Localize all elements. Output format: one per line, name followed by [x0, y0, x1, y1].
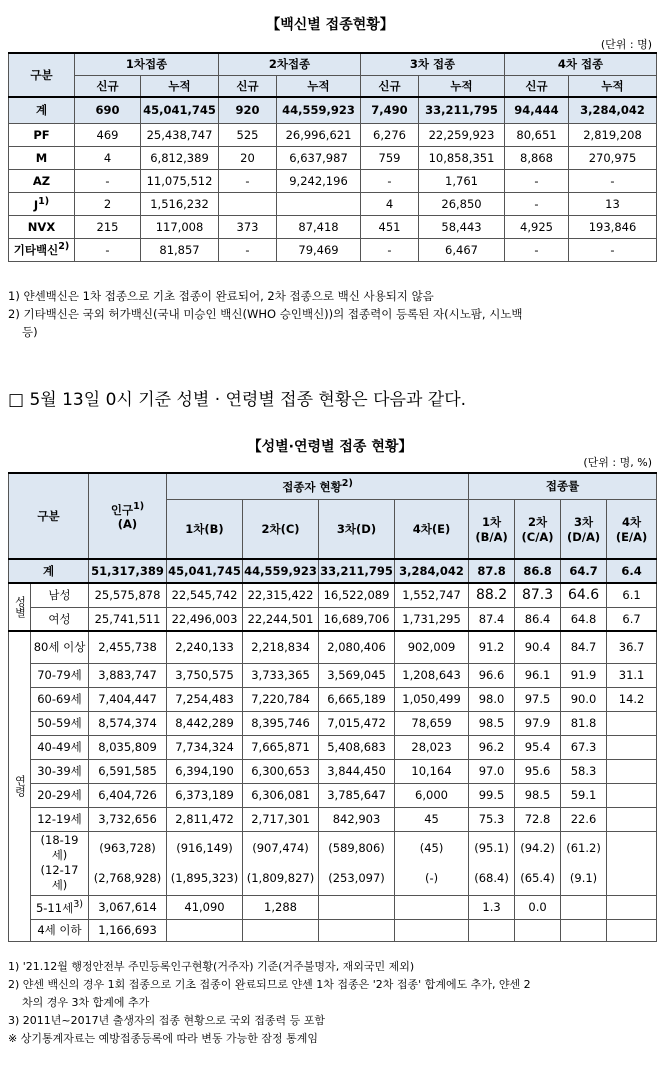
table-cell	[219, 192, 277, 215]
table-cell: 1,516,232	[141, 192, 219, 215]
table-cell: 44,559,923	[243, 559, 319, 583]
header-d2: 2차(C)	[243, 499, 319, 559]
table-cell: 25,575,878	[89, 583, 167, 607]
table-cell: 920	[219, 97, 277, 123]
table-cell	[319, 895, 395, 919]
table-cell: 6,276	[361, 123, 419, 146]
table-cell	[469, 919, 515, 941]
table-cell: 6,394,190	[167, 759, 243, 783]
table-cell: 6,591,585	[89, 759, 167, 783]
row-label: 60-69세	[31, 687, 89, 711]
header-cum: 누적	[419, 75, 505, 97]
table-cell: 22,496,003	[167, 607, 243, 631]
age-table-unit: (단위 : 명, %)	[583, 456, 652, 469]
table-cell: 469	[75, 123, 141, 146]
table-cell: 1,761	[419, 169, 505, 192]
table-cell: (963,728) (2,768,928)	[89, 831, 167, 895]
table-cell	[515, 919, 561, 941]
header-group: 구분	[9, 473, 89, 559]
header-new: 신규	[505, 75, 569, 97]
table-cell	[561, 919, 607, 941]
row-label: 30-39세	[31, 759, 89, 783]
table-cell: 94,444	[505, 97, 569, 123]
table-cell: (61.2) (9.1)	[561, 831, 607, 895]
table-cell: 0.0	[515, 895, 561, 919]
table-cell: -	[361, 169, 419, 192]
table-row	[9, 559, 657, 583]
note-line: ※ 상기통계자료는 예방접종등록에 따라 변동 가능한 잠정 통계임	[8, 1032, 318, 1045]
table-cell: 6,467	[419, 238, 505, 261]
table-cell	[561, 895, 607, 919]
age-table	[8, 472, 657, 942]
table-cell: 64.8	[561, 607, 607, 631]
table-cell: 1,731,295	[395, 607, 469, 631]
row-label: M	[9, 146, 75, 169]
table-cell: (95.1) (68.4)	[469, 831, 515, 895]
table-cell: (45) (-)	[395, 831, 469, 895]
table-cell: 75.3	[469, 807, 515, 831]
table-cell: -	[75, 169, 141, 192]
table-row	[9, 711, 657, 735]
table-cell: -	[569, 238, 657, 261]
table-cell: 6,665,189	[319, 687, 395, 711]
note-line: 1) '21.12월 행정안전부 주민등록인구현황(거주자) 기준(거주불명자, 재외국민 제외)	[8, 960, 415, 973]
table-cell: 2,240,133	[167, 631, 243, 663]
table-cell: 33,211,795	[419, 97, 505, 123]
header-population: 인구$^{1)}$ (A)	[89, 473, 167, 559]
table-cell: 6,306,081	[243, 783, 319, 807]
table-cell: 8,395,746	[243, 711, 319, 735]
table-cell: 3,785,647	[319, 783, 395, 807]
table-cell: 36.7	[607, 631, 657, 663]
table-cell: 525	[219, 123, 277, 146]
table-cell: -	[569, 169, 657, 192]
table-cell: 26,850	[419, 192, 505, 215]
row-label: 5-11세$^{3)}$	[31, 895, 89, 919]
table-cell: 3,844,450	[319, 759, 395, 783]
table-cell: 6,404,726	[89, 783, 167, 807]
table-cell: 45,041,745	[167, 559, 243, 583]
table-cell: 8,868	[505, 146, 569, 169]
table-cell: 842,903	[319, 807, 395, 831]
table-cell: 13	[569, 192, 657, 215]
table-cell: 67.3	[561, 735, 607, 759]
table-cell: 8,035,809	[89, 735, 167, 759]
table-cell: 193,846	[569, 215, 657, 238]
table-cell: 1.3	[469, 895, 515, 919]
header-r3: 3차 (D/A)	[561, 499, 607, 559]
vaccine-table-unit: (단위 : 명)	[600, 38, 652, 51]
table-cell: 690	[75, 97, 141, 123]
table-cell: 6.7	[607, 607, 657, 631]
header-r4: 4차 (E/A)	[607, 499, 657, 559]
table-cell: 98.5	[515, 783, 561, 807]
header-d3: 3차(D)	[319, 499, 395, 559]
table-cell: 7,220,784	[243, 687, 319, 711]
note-line: 1) 얀센백신은 1차 접종으로 기초 접종이 완료되어, 2차 접종으로 백신 사용되지 않음	[8, 289, 434, 303]
table-cell: 41,090	[167, 895, 243, 919]
row-label: 50-59세	[31, 711, 89, 735]
table-cell: 6,000	[395, 783, 469, 807]
table-cell: 373	[219, 215, 277, 238]
table-cell: 7,404,447	[89, 687, 167, 711]
header-d1: 1차(B)	[167, 499, 243, 559]
table-row	[9, 663, 657, 687]
header-cum: 누적	[141, 75, 219, 97]
table-row	[9, 583, 657, 607]
table-cell	[319, 919, 395, 941]
table-cell: 3,284,042	[569, 97, 657, 123]
header-r1: 1차 (B/A)	[469, 499, 515, 559]
table-cell: 51,317,389	[89, 559, 167, 583]
table-cell: 58,443	[419, 215, 505, 238]
vaccine-table	[8, 52, 657, 262]
section-heading: □ 5월 13일 0시 기준 성별 · 연령별 접종 현황은 다음과 같다.	[8, 390, 467, 410]
table-cell: 96.2	[469, 735, 515, 759]
header-vaccinated: 접종자 현황$^{2)}$	[167, 473, 469, 499]
table-cell: 31.1	[607, 663, 657, 687]
table-cell: 22,545,742	[167, 583, 243, 607]
table-cell: 4	[361, 192, 419, 215]
table-cell: -	[505, 238, 569, 261]
table-row	[9, 146, 657, 169]
table-cell: 81.8	[561, 711, 607, 735]
table-row	[9, 123, 657, 146]
table-cell: 86.8	[515, 559, 561, 583]
table-cell: 4	[75, 146, 141, 169]
table-cell: (94.2) (65.4)	[515, 831, 561, 895]
table-cell: 3,750,575	[167, 663, 243, 687]
table-cell: 215	[75, 215, 141, 238]
table-cell: -	[219, 169, 277, 192]
table-cell: 117,008	[141, 215, 219, 238]
table-cell: 16,522,089	[319, 583, 395, 607]
table-cell: -	[219, 238, 277, 261]
table-cell	[607, 807, 657, 831]
table-cell: 87.3	[515, 583, 561, 607]
table-cell: 2,811,472	[167, 807, 243, 831]
note-line: 2) 기타백신은 국외 허가백신(국내 미승인 백신(WHO 승인백신))의 접종력이 등록된 자(시노팜, 시노백	[8, 307, 523, 321]
header-dose2: 2차접종	[219, 53, 361, 75]
table-cell: 22,259,923	[419, 123, 505, 146]
table-cell: 8,442,289	[167, 711, 243, 735]
table-cell: 45,041,745	[141, 97, 219, 123]
table-cell: 90.4	[515, 631, 561, 663]
table-row	[9, 759, 657, 783]
table-cell	[607, 919, 657, 941]
header-group: 구분	[9, 53, 75, 97]
table-cell: 759	[361, 146, 419, 169]
table-cell: 1,166,693	[89, 919, 167, 941]
table-cell	[395, 895, 469, 919]
table-cell: 64.7	[561, 559, 607, 583]
note-line: 등)	[22, 325, 38, 339]
table-cell: 97.0	[469, 759, 515, 783]
table-cell: -	[361, 238, 419, 261]
row-label: 계	[9, 559, 89, 583]
table-cell: 97.9	[515, 711, 561, 735]
table-cell: 10,164	[395, 759, 469, 783]
table-cell: 80,651	[505, 123, 569, 146]
table-cell: 59.1	[561, 783, 607, 807]
table-cell: 97.5	[515, 687, 561, 711]
table-cell: 20	[219, 146, 277, 169]
table-cell: 7,490	[361, 97, 419, 123]
table-cell: 6,637,987	[277, 146, 361, 169]
table-cell: -	[75, 238, 141, 261]
table-cell: 58.3	[561, 759, 607, 783]
row-label: 20-29세	[31, 783, 89, 807]
table-cell: 1,208,643	[395, 663, 469, 687]
table-cell: 25,438,747	[141, 123, 219, 146]
table-cell: 22,244,501	[243, 607, 319, 631]
row-label: PF	[9, 123, 75, 146]
table-row	[9, 831, 657, 895]
table-cell: 81,857	[141, 238, 219, 261]
table-cell: 3,733,365	[243, 663, 319, 687]
table-cell	[167, 919, 243, 941]
header-cum: 누적	[569, 75, 657, 97]
table-cell: 98.0	[469, 687, 515, 711]
table-cell: 14.2	[607, 687, 657, 711]
vaccine-notes	[8, 287, 523, 341]
table-cell: 96.6	[469, 663, 515, 687]
table-cell: 6,812,389	[141, 146, 219, 169]
header-r2: 2차 (C/A)	[515, 499, 561, 559]
row-label: 4세 이하	[31, 919, 89, 941]
row-label: 기타백신$^{2)}$	[9, 238, 75, 261]
table-cell: 902,009	[395, 631, 469, 663]
table-cell: 79,469	[277, 238, 361, 261]
table-cell: 7,015,472	[319, 711, 395, 735]
table-cell: 3,732,656	[89, 807, 167, 831]
table-cell: 6,373,189	[167, 783, 243, 807]
table-cell: 45	[395, 807, 469, 831]
row-label: 남성	[31, 583, 89, 607]
table-cell: 7,665,871	[243, 735, 319, 759]
table-cell: 3,067,614	[89, 895, 167, 919]
table-cell: 95.4	[515, 735, 561, 759]
table-cell: 5,408,683	[319, 735, 395, 759]
table-row	[9, 783, 657, 807]
table-row	[9, 192, 657, 215]
table-cell: (916,149) (1,895,323)	[167, 831, 243, 895]
table-cell: 8,574,374	[89, 711, 167, 735]
table-cell: 91.2	[469, 631, 515, 663]
table-cell: 6,300,653	[243, 759, 319, 783]
header-new: 신규	[75, 75, 141, 97]
row-label: 40-49세	[31, 735, 89, 759]
table-cell: 2,080,406	[319, 631, 395, 663]
age-group-label: 연령	[9, 631, 31, 941]
table-cell: 33,211,795	[319, 559, 395, 583]
row-label: 12-19세	[31, 807, 89, 831]
table-cell: 26,996,621	[277, 123, 361, 146]
table-cell: 7,254,483	[167, 687, 243, 711]
row-label: 80세 이상	[31, 631, 89, 663]
table-cell: 78,659	[395, 711, 469, 735]
table-cell: 7,734,324	[167, 735, 243, 759]
row-label: $J^{1)}$	[9, 192, 75, 215]
table-cell: 87.8	[469, 559, 515, 583]
row-label: (18-19 세) (12-17 세)	[31, 831, 89, 895]
table-cell: 6.4	[607, 559, 657, 583]
table-cell: 22.6	[561, 807, 607, 831]
age-table-title: 【성별·연령별 접종 현황】	[247, 439, 413, 455]
note-line: 2) 얀센 백신의 경우 1회 접종으로 기초 접종이 완료되므로 얀센 1차 접종은 '2차 접종' 합계에도 추가, 얀센 2	[8, 978, 531, 991]
table-row	[9, 687, 657, 711]
vaccine-table-title: 【백신별 접종현황】	[266, 17, 394, 33]
table-cell: 44,559,923	[277, 97, 361, 123]
table-cell: 95.6	[515, 759, 561, 783]
header-dose4: 4차 접종	[505, 53, 657, 75]
table-row	[9, 215, 657, 238]
note-line: 차의 경우 3차 합계에 추가	[22, 996, 150, 1009]
table-cell	[607, 735, 657, 759]
table-cell: 16,689,706	[319, 607, 395, 631]
table-cell: (907,474) (1,809,827)	[243, 831, 319, 895]
table-cell: 3,284,042	[395, 559, 469, 583]
table-cell: 86.4	[515, 607, 561, 631]
table-cell: 87.4	[469, 607, 515, 631]
table-row	[9, 919, 657, 941]
table-cell: 22,315,422	[243, 583, 319, 607]
table-row	[9, 238, 657, 261]
row-label: 계	[9, 97, 75, 123]
note-line: 3) 2011년~2017년 출생자의 접종 현황으로 국외 접종력 등 포함	[8, 1014, 325, 1027]
table-cell: 10,858,351	[419, 146, 505, 169]
table-cell	[607, 831, 657, 895]
table-cell: 2,717,301	[243, 807, 319, 831]
table-row	[9, 97, 657, 123]
header-rate: 접종률	[469, 473, 657, 499]
table-row	[9, 735, 657, 759]
table-cell: 1,050,499	[395, 687, 469, 711]
table-cell	[607, 895, 657, 919]
table-cell: 2	[75, 192, 141, 215]
header-cum: 누적	[277, 75, 361, 97]
table-cell	[607, 711, 657, 735]
table-cell: 9,242,196	[277, 169, 361, 192]
table-cell: 98.5	[469, 711, 515, 735]
table-row	[9, 807, 657, 831]
header-new: 신규	[219, 75, 277, 97]
table-cell: 2,819,208	[569, 123, 657, 146]
table-row	[9, 169, 657, 192]
row-label: 70-79세	[31, 663, 89, 687]
header-dose1: 1차접종	[75, 53, 219, 75]
table-cell: 11,075,512	[141, 169, 219, 192]
table-cell: 88.2	[469, 583, 515, 607]
table-cell: 4,925	[505, 215, 569, 238]
table-cell: 99.5	[469, 783, 515, 807]
table-cell: 1,552,747	[395, 583, 469, 607]
table-cell: 87,418	[277, 215, 361, 238]
table-cell: 2,455,738	[89, 631, 167, 663]
row-label: 여성	[31, 607, 89, 631]
table-cell	[277, 192, 361, 215]
sex-group-label: 성별	[9, 583, 31, 631]
header-dose3: 3차 접종	[361, 53, 505, 75]
table-cell: 270,975	[569, 146, 657, 169]
table-cell: 28,023	[395, 735, 469, 759]
table-row	[9, 631, 657, 663]
table-cell: 96.1	[515, 663, 561, 687]
header-d4: 4차(E)	[395, 499, 469, 559]
table-cell: 72.8	[515, 807, 561, 831]
table-cell: 84.7	[561, 631, 607, 663]
table-cell: 90.0	[561, 687, 607, 711]
table-cell	[607, 759, 657, 783]
row-label: NVX	[9, 215, 75, 238]
table-cell: 451	[361, 215, 419, 238]
table-cell	[243, 919, 319, 941]
table-cell: 1,288	[243, 895, 319, 919]
table-cell: -	[505, 169, 569, 192]
table-cell: 3,883,747	[89, 663, 167, 687]
table-cell: 25,741,511	[89, 607, 167, 631]
table-cell: -	[505, 192, 569, 215]
table-row	[9, 895, 657, 919]
table-cell: 91.9	[561, 663, 607, 687]
table-cell: 3,569,045	[319, 663, 395, 687]
table-cell: (589,806) (253,097)	[319, 831, 395, 895]
table-cell: 2,218,834	[243, 631, 319, 663]
age-notes	[8, 958, 531, 1048]
table-cell: 6.1	[607, 583, 657, 607]
table-row	[9, 607, 657, 631]
row-label: AZ	[9, 169, 75, 192]
table-cell: 64.6	[561, 583, 607, 607]
header-new: 신규	[361, 75, 419, 97]
table-cell	[607, 783, 657, 807]
table-cell	[395, 919, 469, 941]
